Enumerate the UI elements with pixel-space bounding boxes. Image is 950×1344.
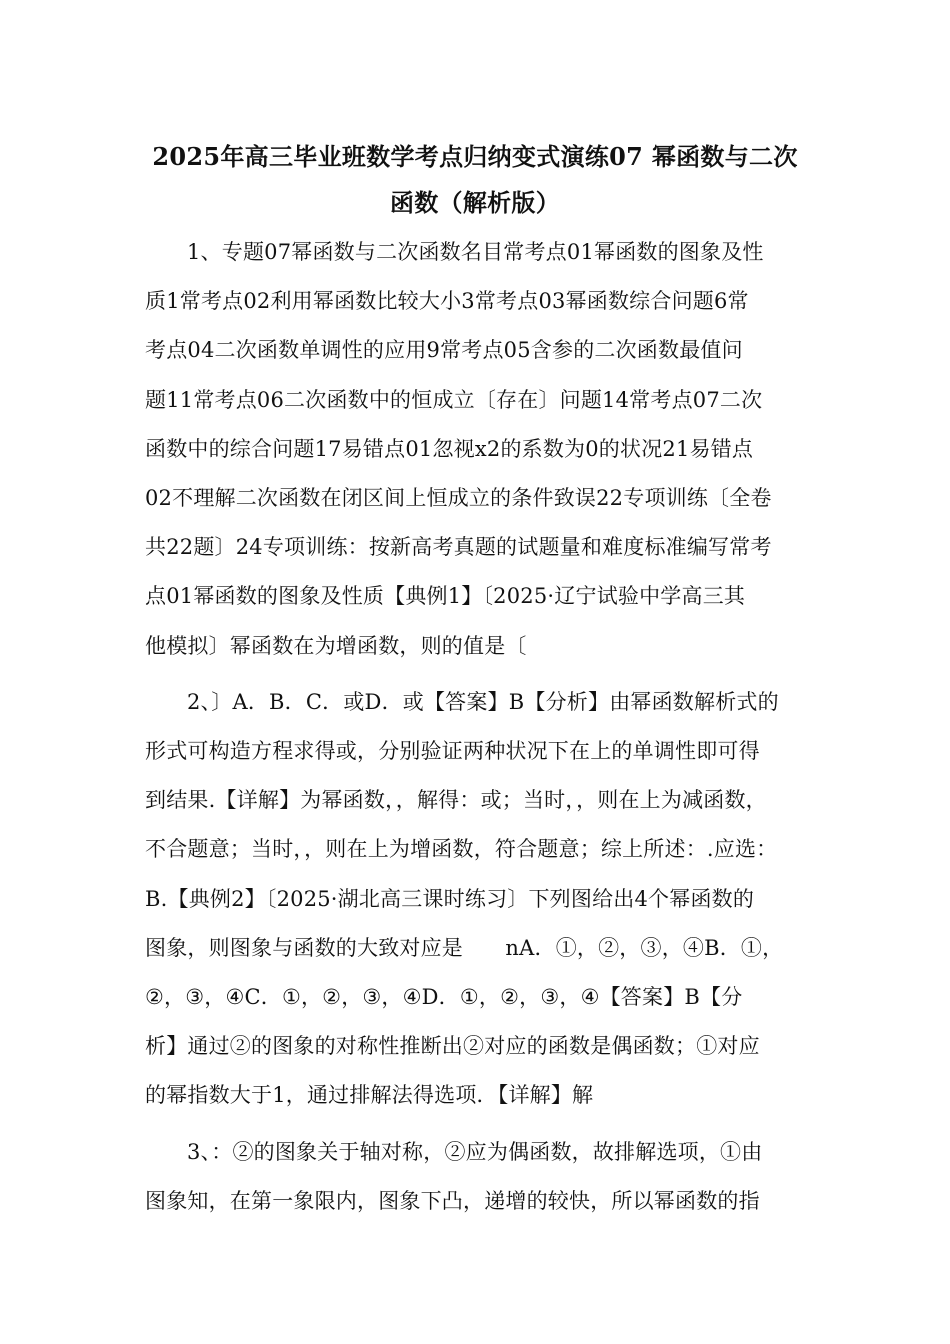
text-line: 3、：②的图象关于轴对称，②应为偶函数，故排解选项，①由 xyxy=(187,1139,763,1164)
title-line: 函数（解析版） xyxy=(389,188,561,217)
text-line: 形式可构造方程求得或，分别验证两种状况下在上的单调性即可得 xyxy=(145,739,760,764)
paragraph-3 xyxy=(145,1128,815,1226)
text-line: ②，③，④C．①，②，③，④D．①，②，③，④【答案】B【分 xyxy=(145,985,743,1010)
text-line: 图象，则图象与函数的大致对应是 nA．①，②，③，④B．①， xyxy=(145,935,784,960)
document-title xyxy=(120,134,830,226)
text-line: 图象知，在第一象限内，图象下凸，递增的较快，所以幂函数的指 xyxy=(145,1188,760,1213)
text-line: B.【典例2】〔2025·湖北高三课时练习〕下列图给出4个幂函数的 xyxy=(145,886,755,911)
text-line: 他模拟〕幂函数在为增函数，则的值是〔 xyxy=(145,633,527,658)
text-line: 析】通过②的图象的对称性推断出②对应的函数是偶函数；①对应 xyxy=(145,1034,760,1059)
paragraph-1 xyxy=(145,228,815,671)
paragraph-2 xyxy=(145,678,815,1121)
text-line: 不合题意；当时，，则在上为增函数，符合题意；综上所述：.应选： xyxy=(145,837,778,862)
text-line: 2、〕A．B．C．或D．或【答案】B【分析】由幂函数解析式的 xyxy=(187,689,779,714)
text-line: 函数中的综合问题17易错点01忽视x2的系数为0的状况21易错点 xyxy=(145,436,754,461)
text-line: 考点04二次函数单调性的应用9常考点05含参的二次函数最值问 xyxy=(145,338,743,363)
text-line: 的幂指数大于1，通过排解法得选项．【详解】解 xyxy=(145,1083,594,1108)
document-body xyxy=(145,228,815,1233)
text-line: 质1常考点02利用幂函数比较大小3常考点03幂函数综合问题6常 xyxy=(145,289,749,314)
text-line: 02不理解二次函数在闭区间上恒成立的条件致误22专项训练〔全卷 xyxy=(145,486,772,511)
text-line: 1、专题07幂函数与二次函数名目常考点01幂函数的图象及性 xyxy=(187,240,764,264)
text-line: 点01幂函数的图象及性质【典例1】〔2025·辽宁试验中学高三其 xyxy=(145,584,746,609)
title-line: 2025年高三毕业班数学考点归纳变式演练07 幂函数与二次 xyxy=(152,142,798,171)
text-line: 共22题〕24专项训练：按新高考真题的试题量和难度标准编写常考 xyxy=(145,535,772,560)
text-line: 到结果.【详解】为幂函数，，解得：或；当时，，则在上为减函数， xyxy=(145,788,767,813)
text-line: 题11常考点06二次函数中的恒成立〔存在〕问题14常考点07二次 xyxy=(145,387,763,412)
